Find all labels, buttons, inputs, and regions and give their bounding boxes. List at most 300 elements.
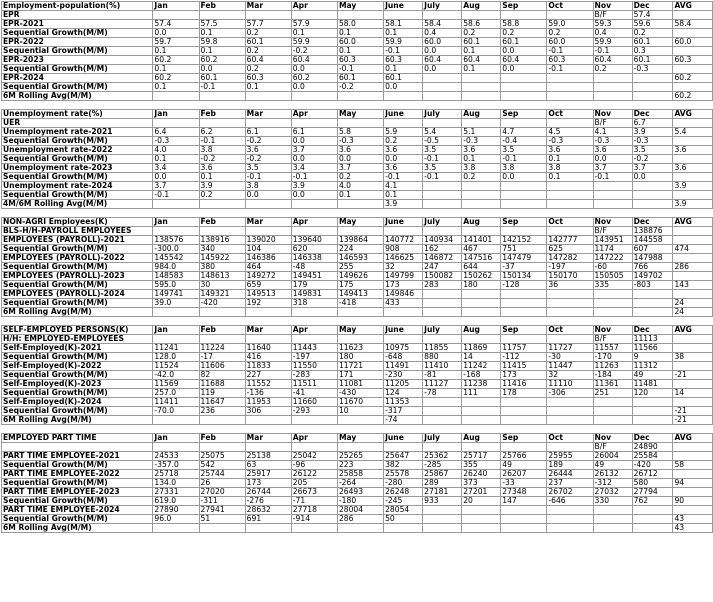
value-cell: 60.2	[673, 92, 713, 101]
value-cell: 82	[199, 371, 245, 380]
value-cell: 3.6	[673, 164, 713, 173]
blank-cell	[245, 101, 291, 110]
value-cell: 0.1	[199, 29, 245, 38]
table-row	[2, 353, 713, 362]
table-row	[2, 416, 713, 425]
value-cell: 147222	[593, 254, 632, 263]
value-cell	[423, 335, 462, 344]
value-cell: 59.3	[593, 20, 632, 29]
value-cell: 59.6	[632, 20, 673, 29]
value-cell: 59.0	[547, 20, 593, 29]
blank-cell	[673, 209, 713, 218]
blank-cell	[501, 209, 547, 218]
section-header-row	[2, 218, 713, 227]
value-cell	[199, 92, 245, 101]
value-cell: -803	[632, 281, 673, 290]
value-cell	[547, 407, 593, 416]
value-cell: 4.5	[547, 128, 593, 137]
value-cell: -230	[384, 371, 423, 380]
value-cell: 620	[291, 245, 337, 254]
blank-cell	[337, 317, 383, 326]
value-cell: 0.2	[337, 173, 383, 182]
row-label: Sequential Growth(M/M)	[2, 155, 153, 164]
value-cell: -0.5	[423, 137, 462, 146]
value-cell: -648	[384, 353, 423, 362]
value-cell: 3.7	[153, 182, 199, 191]
value-cell: 0.0	[291, 65, 337, 74]
value-cell: 26	[199, 479, 245, 488]
value-cell: 138876	[632, 227, 673, 236]
month-header: Nov	[593, 218, 632, 227]
value-cell: 146386	[245, 254, 291, 263]
value-cell: 32	[384, 263, 423, 272]
row-label: PART TIME EMPLOYEE-2021	[2, 452, 153, 461]
value-cell	[337, 443, 383, 452]
value-cell: 0.0	[501, 65, 547, 74]
value-cell	[384, 308, 423, 317]
month-header: Dec	[632, 218, 673, 227]
row-label: Sequential Growth(M/M)	[2, 191, 153, 200]
value-cell: -283	[291, 371, 337, 380]
value-cell: -71	[291, 497, 337, 506]
value-cell	[462, 191, 501, 200]
section-header-row	[2, 110, 713, 119]
blank-cell	[593, 425, 632, 434]
value-cell: 58.6	[462, 20, 501, 29]
value-cell: 237	[547, 479, 593, 488]
value-cell: 3.7	[291, 146, 337, 155]
month-header: May	[337, 2, 383, 11]
value-cell: 619.0	[153, 497, 199, 506]
month-header: Mar	[245, 110, 291, 119]
value-cell	[673, 254, 713, 263]
value-cell	[337, 416, 383, 425]
month-header: Nov	[593, 110, 632, 119]
blank-cell	[423, 101, 462, 110]
value-cell: B/F	[593, 227, 632, 236]
sheet-body	[2, 2, 713, 533]
row-label: Sequential Growth(M/M)	[2, 137, 153, 146]
value-cell	[632, 524, 673, 533]
blank-cell	[501, 101, 547, 110]
value-cell	[337, 308, 383, 317]
value-cell	[423, 290, 462, 299]
value-cell: -0.4	[501, 137, 547, 146]
value-cell: 59.9	[593, 38, 632, 47]
blank-cell	[547, 209, 593, 218]
value-cell: 3.8	[245, 182, 291, 191]
value-cell: 143	[673, 281, 713, 290]
value-cell: 24	[673, 299, 713, 308]
value-cell: 43	[673, 515, 713, 524]
row-label: Sequential Growth(M/M)	[2, 371, 153, 380]
value-cell: -21	[673, 371, 713, 380]
value-cell: 57.9	[291, 20, 337, 29]
value-cell: 60.0	[547, 38, 593, 47]
value-cell	[501, 398, 547, 407]
value-cell: 0.2	[384, 137, 423, 146]
month-header: Jan	[153, 218, 199, 227]
value-cell	[291, 11, 337, 20]
month-header: Aug	[462, 2, 501, 11]
value-cell: 58.4	[673, 20, 713, 29]
row-label: Sequential Growth(M/M)	[2, 461, 153, 470]
value-cell: 28054	[384, 506, 423, 515]
value-cell: 5.4	[423, 128, 462, 137]
value-cell: -0.1	[199, 137, 245, 146]
value-cell: B/F	[593, 119, 632, 128]
value-cell	[337, 11, 383, 20]
value-cell	[593, 191, 632, 200]
value-cell: -78	[423, 389, 462, 398]
value-cell	[462, 119, 501, 128]
value-cell: -293	[291, 407, 337, 416]
value-cell	[245, 200, 291, 209]
value-cell: 25362	[423, 452, 462, 461]
table-row	[2, 92, 713, 101]
value-cell	[632, 74, 673, 83]
value-cell	[501, 443, 547, 452]
month-header: AVG	[673, 326, 713, 335]
value-cell: -280	[384, 479, 423, 488]
value-cell	[291, 524, 337, 533]
value-cell	[501, 290, 547, 299]
value-cell: 306	[245, 407, 291, 416]
table-row	[2, 227, 713, 236]
value-cell: 0.2	[547, 29, 593, 38]
value-cell: 4.0	[337, 182, 383, 191]
value-cell: 0.0	[423, 65, 462, 74]
value-cell: 26702	[547, 488, 593, 497]
value-cell: 11670	[337, 398, 383, 407]
value-cell: 11623	[337, 344, 383, 353]
value-cell: -0.1	[423, 155, 462, 164]
value-cell: 11263	[593, 362, 632, 371]
value-cell	[153, 308, 199, 317]
value-cell: -357.0	[153, 461, 199, 470]
value-cell	[337, 524, 383, 533]
value-cell	[673, 29, 713, 38]
month-header: May	[337, 218, 383, 227]
table-row	[2, 335, 713, 344]
value-cell	[199, 119, 245, 128]
value-cell: 3.8	[547, 164, 593, 173]
value-cell	[673, 137, 713, 146]
month-header: July	[423, 2, 462, 11]
value-cell	[673, 227, 713, 236]
value-cell	[291, 335, 337, 344]
month-header: Dec	[632, 2, 673, 11]
value-cell: -184	[593, 371, 632, 380]
value-cell: 139864	[337, 236, 383, 245]
value-cell: 60.3	[673, 56, 713, 65]
value-cell: 0.1	[245, 83, 291, 92]
value-cell: 0.0	[291, 83, 337, 92]
value-cell	[593, 74, 632, 83]
value-cell	[673, 362, 713, 371]
value-cell: 60.4	[462, 56, 501, 65]
value-cell: 11606	[199, 362, 245, 371]
value-cell: -0.1	[337, 65, 383, 74]
value-cell	[423, 227, 462, 236]
value-cell: 90	[673, 497, 713, 506]
blank-cell	[2, 425, 153, 434]
blank-cell	[547, 425, 593, 434]
value-cell: 0.2	[462, 29, 501, 38]
value-cell: 3.9	[632, 128, 673, 137]
value-cell: 0.0	[153, 173, 199, 182]
month-header: Apr	[291, 110, 337, 119]
row-label: Self-Employed(K)-2021	[2, 344, 153, 353]
table-row	[2, 299, 713, 308]
month-header: Feb	[199, 110, 245, 119]
value-cell: 25718	[153, 470, 199, 479]
value-cell: 3.7	[593, 164, 632, 173]
value-cell: 0.2	[462, 173, 501, 182]
value-cell	[199, 11, 245, 20]
value-cell	[291, 416, 337, 425]
value-cell: -914	[291, 515, 337, 524]
value-cell	[673, 443, 713, 452]
value-cell	[501, 11, 547, 20]
row-label: PART TIME EMPLOYEE-2024	[2, 506, 153, 515]
value-cell: 335	[593, 281, 632, 290]
blank-cell	[2, 317, 153, 326]
value-cell: 11410	[423, 362, 462, 371]
value-cell	[673, 236, 713, 245]
table-row	[2, 515, 713, 524]
value-cell	[673, 470, 713, 479]
value-cell: 11481	[632, 380, 673, 389]
value-cell: 57.4	[153, 20, 199, 29]
month-header: June	[384, 110, 423, 119]
value-cell: 60.1	[199, 74, 245, 83]
blank-cell	[153, 101, 199, 110]
value-cell: 251	[593, 389, 632, 398]
value-cell: 26004	[593, 452, 632, 461]
month-header: Nov	[593, 326, 632, 335]
blank-cell	[153, 317, 199, 326]
value-cell: 0.1	[462, 155, 501, 164]
value-cell: 3.8	[199, 146, 245, 155]
value-cell: -136	[245, 389, 291, 398]
value-cell: 179	[291, 281, 337, 290]
month-header: Feb	[199, 2, 245, 11]
value-cell: 60.4	[501, 56, 547, 65]
table-row	[2, 164, 713, 173]
value-cell: 25584	[632, 452, 673, 461]
value-cell: 60.4	[423, 56, 462, 65]
value-cell: 416	[245, 353, 291, 362]
blank-cell	[153, 425, 199, 434]
value-cell: -420	[632, 461, 673, 470]
value-cell: 751	[501, 245, 547, 254]
value-cell: 3.5	[423, 146, 462, 155]
month-header: Nov	[593, 2, 632, 11]
month-header: July	[423, 326, 462, 335]
table-row	[2, 407, 713, 416]
value-cell: 60.2	[199, 56, 245, 65]
value-cell	[245, 92, 291, 101]
value-cell	[462, 74, 501, 83]
value-cell: 149702	[632, 272, 673, 281]
value-cell: 25917	[245, 470, 291, 479]
value-cell	[547, 443, 593, 452]
blank-cell	[673, 101, 713, 110]
value-cell	[593, 506, 632, 515]
value-cell: 24890	[632, 443, 673, 452]
value-cell: 11241	[153, 344, 199, 353]
value-cell	[462, 524, 501, 533]
value-cell	[547, 290, 593, 299]
value-cell: 145542	[153, 254, 199, 263]
value-cell	[199, 227, 245, 236]
value-cell	[632, 398, 673, 407]
value-cell	[423, 83, 462, 92]
value-cell: 3.7	[337, 164, 383, 173]
month-header: Aug	[462, 326, 501, 335]
value-cell: 180	[462, 281, 501, 290]
value-cell: 60.2	[153, 56, 199, 65]
value-cell: 3.6	[199, 164, 245, 173]
value-cell: 104	[245, 245, 291, 254]
month-header: Sep	[501, 326, 547, 335]
value-cell	[673, 65, 713, 74]
row-label: Unemployment rate-2021	[2, 128, 153, 137]
value-cell: 3.5	[632, 146, 673, 155]
value-cell	[153, 119, 199, 128]
value-cell: -0.1	[501, 155, 547, 164]
value-cell: 146593	[337, 254, 383, 263]
value-cell	[245, 227, 291, 236]
value-cell: 691	[245, 515, 291, 524]
table-row	[2, 83, 713, 92]
value-cell	[199, 308, 245, 317]
value-cell: 11833	[245, 362, 291, 371]
value-cell: -37	[501, 263, 547, 272]
value-cell: 0.2	[245, 47, 291, 56]
value-cell	[291, 92, 337, 101]
value-cell: 10	[337, 407, 383, 416]
value-cell: 144558	[632, 236, 673, 245]
value-cell: -0.1	[291, 173, 337, 182]
blank-cell	[462, 209, 501, 218]
row-label: UER	[2, 119, 153, 128]
blank-cell	[2, 209, 153, 218]
month-header: Sep	[501, 110, 547, 119]
value-cell: 26132	[593, 470, 632, 479]
blank-cell	[384, 209, 423, 218]
value-cell	[501, 227, 547, 236]
value-cell: -30	[547, 353, 593, 362]
value-cell: 146872	[423, 254, 462, 263]
blank-cell	[632, 101, 673, 110]
value-cell: 0.2	[501, 29, 547, 38]
value-cell	[153, 227, 199, 236]
value-cell	[462, 227, 501, 236]
value-cell	[673, 272, 713, 281]
value-cell	[593, 83, 632, 92]
value-cell: 20	[462, 497, 501, 506]
value-cell: -0.1	[384, 47, 423, 56]
value-cell: 32	[547, 371, 593, 380]
value-cell: 111	[462, 389, 501, 398]
value-cell	[291, 227, 337, 236]
row-label: 4M/6M Rolling Avg(M/M)	[2, 200, 153, 209]
value-cell: 0.0	[291, 137, 337, 146]
blank-cell	[547, 317, 593, 326]
blank-cell	[245, 425, 291, 434]
table-row	[2, 173, 713, 182]
month-header: July	[423, 218, 462, 227]
value-cell: 5.4	[673, 128, 713, 137]
value-cell: -0.1	[593, 47, 632, 56]
value-cell: 11647	[199, 398, 245, 407]
value-cell: 149413	[337, 290, 383, 299]
value-cell: 173	[501, 371, 547, 380]
table-row	[2, 29, 713, 38]
value-cell: 59.7	[153, 38, 199, 47]
value-cell	[153, 443, 199, 452]
blank-cell	[2, 101, 153, 110]
value-cell: 0.1	[199, 173, 245, 182]
value-cell: 9	[632, 353, 673, 362]
blank-cell	[673, 425, 713, 434]
month-header: AVG	[673, 110, 713, 119]
month-header: Oct	[547, 110, 593, 119]
value-cell	[153, 335, 199, 344]
table-row	[2, 137, 713, 146]
table-row	[2, 362, 713, 371]
value-cell: 58.4	[423, 20, 462, 29]
value-cell: 11953	[245, 398, 291, 407]
value-cell: 11688	[199, 380, 245, 389]
table-row	[2, 452, 713, 461]
value-cell: -300.0	[153, 245, 199, 254]
value-cell: 3.6	[593, 146, 632, 155]
month-header: Sep	[501, 2, 547, 11]
value-cell: 0.1	[153, 65, 199, 74]
value-cell	[547, 200, 593, 209]
value-cell: 11552	[245, 380, 291, 389]
value-cell: 60.3	[547, 56, 593, 65]
value-cell: 0.0	[593, 155, 632, 164]
value-cell	[501, 299, 547, 308]
value-cell: 255	[337, 263, 383, 272]
value-cell	[423, 191, 462, 200]
row-label: Unemployment rate-2022	[2, 146, 153, 155]
value-cell: -128	[501, 281, 547, 290]
table-row	[2, 389, 713, 398]
value-cell: 0.0	[384, 155, 423, 164]
month-header: Dec	[632, 326, 673, 335]
value-cell: 3.8	[462, 164, 501, 173]
row-label: EMPLOYEES (PAYROLL)-2023	[2, 272, 153, 281]
value-cell: 11110	[547, 380, 593, 389]
value-cell: 984.0	[153, 263, 199, 272]
value-cell	[153, 92, 199, 101]
value-cell	[593, 398, 632, 407]
table-row	[2, 308, 713, 317]
value-cell	[337, 92, 383, 101]
value-cell: 60.1	[384, 74, 423, 83]
month-header: Apr	[291, 2, 337, 11]
value-cell	[384, 524, 423, 533]
value-cell: 0.0	[245, 191, 291, 200]
value-cell	[291, 443, 337, 452]
value-cell	[199, 416, 245, 425]
blank-cell	[462, 317, 501, 326]
